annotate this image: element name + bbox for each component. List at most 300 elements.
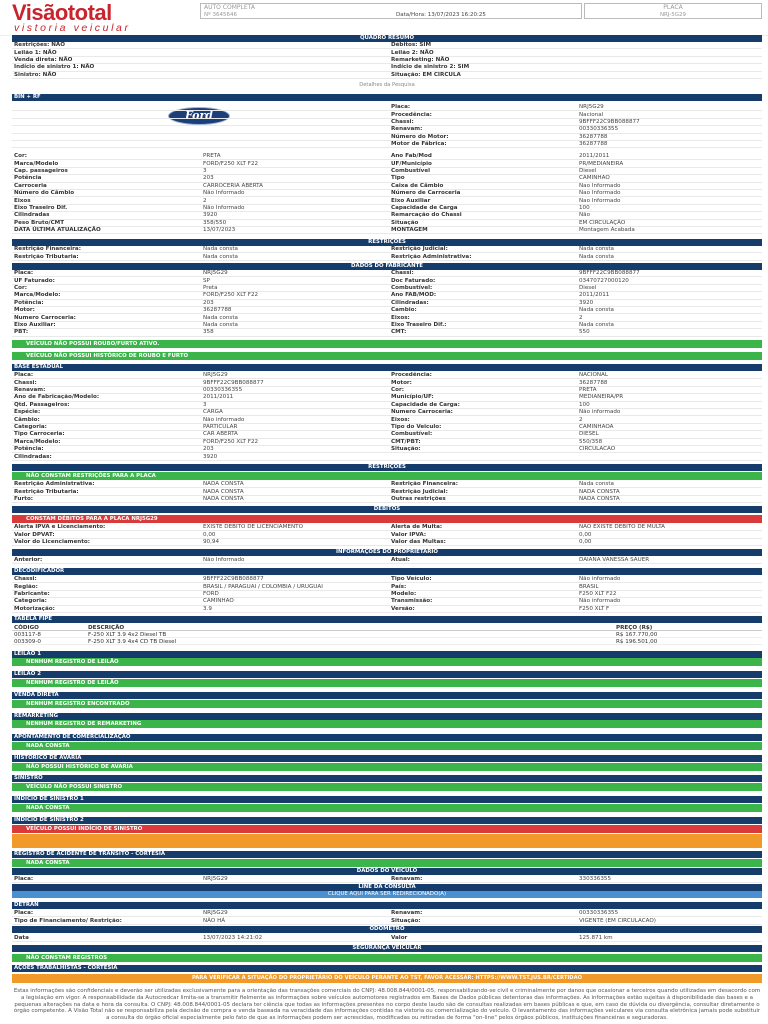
detran-title: DETRAN bbox=[12, 902, 762, 909]
field-value: 203 bbox=[203, 446, 214, 453]
data-row bbox=[12, 104, 762, 111]
leilao2-title: LEILÃO 2 bbox=[12, 671, 762, 678]
field-label: Alerta de Multa: bbox=[391, 524, 443, 531]
field-label: Ano FAB/MOD: bbox=[391, 292, 437, 299]
field-label: Data bbox=[14, 935, 29, 942]
data-row bbox=[12, 591, 762, 598]
field-label: Motor: bbox=[14, 307, 35, 314]
field-value: VIGENTE (EM CIRCULACAO) bbox=[579, 917, 656, 924]
fipe-col-codigo: CÓDIGO bbox=[14, 624, 39, 631]
indicio2-title: INDÍCIO DE SINISTRO 2 bbox=[12, 817, 762, 824]
field-value: Não informado bbox=[579, 409, 621, 416]
field-value: 3 bbox=[203, 401, 207, 408]
field-label: Motor de Fábrica: bbox=[391, 141, 447, 148]
field-label: Capacidade de Carga bbox=[391, 205, 458, 212]
field-label: Potência: bbox=[14, 299, 44, 306]
fipe-codigo: 003117-8 bbox=[14, 631, 41, 638]
field-value: CAMINHAO bbox=[203, 598, 234, 605]
data-row bbox=[12, 431, 762, 438]
data-row bbox=[12, 168, 762, 175]
data-row bbox=[12, 64, 762, 71]
field-label: Região: bbox=[14, 583, 38, 590]
venda-title: VENDA DIRETA bbox=[12, 692, 762, 699]
data-row bbox=[12, 481, 762, 488]
fipe-header-row bbox=[12, 624, 762, 631]
field-value: 125.871 km bbox=[579, 935, 613, 942]
field-label: Combustível: bbox=[391, 431, 433, 438]
field-label: Renavam: bbox=[14, 387, 46, 394]
avaria-alert: NÃO POSSUI HISTÓRICO DE AVARIA bbox=[12, 763, 762, 771]
field-label: Restrição Tributaria: bbox=[14, 488, 79, 495]
data-row bbox=[12, 197, 762, 204]
field-value: NADA CONSTA bbox=[203, 496, 244, 503]
data-row bbox=[12, 49, 762, 56]
field-label: Restrição Tributaria: bbox=[14, 253, 79, 260]
data-row bbox=[12, 119, 762, 126]
report-type: AUTO COMPLETA bbox=[204, 4, 255, 11]
field-label: Placa: bbox=[391, 104, 411, 111]
field-value: NADA CONSTA bbox=[203, 481, 244, 488]
field-label: Eixos: bbox=[391, 314, 410, 321]
field-label: Doc Faturado: bbox=[391, 277, 436, 284]
field-value: Nada consta bbox=[579, 253, 614, 260]
field-value: 2011/2011 bbox=[579, 153, 610, 160]
summary-left: Sinistro: NÃO bbox=[14, 71, 57, 78]
visaototal-logo bbox=[12, 2, 192, 34]
summary-right: Situação: EM CIRCULA bbox=[391, 71, 461, 78]
field-value: NRJ5G29 bbox=[203, 876, 228, 883]
field-value: 03470727000120 bbox=[579, 277, 629, 284]
data-row bbox=[12, 72, 762, 79]
indicio2-alert: VEÍCULO POSSUI INDÍCIO DE SINISTRO bbox=[12, 825, 762, 833]
field-value: NRJ5G29 bbox=[203, 372, 228, 379]
fipe-preco: R$ 167.770,00 bbox=[616, 631, 658, 638]
field-label: Marca/Modelo: bbox=[14, 292, 61, 299]
field-value: Nada consta bbox=[203, 246, 238, 253]
field-label: Número de Carroceria bbox=[391, 190, 461, 197]
restricoes2-alert: NÃO CONSTAM RESTRIÇÕES PARA A PLACA bbox=[12, 472, 762, 480]
dados-veiculo-title: DADOS DO VEÍCULO bbox=[12, 868, 762, 875]
field-label: Cap. passageiros bbox=[14, 168, 68, 175]
roubo-ativo-alert: VEÍCULO NÃO POSSUI ROUBO/FURTO ATIVO. bbox=[12, 340, 762, 348]
field-label: Número do Câmbio bbox=[14, 190, 75, 197]
data-row bbox=[12, 57, 762, 64]
field-value: 203 bbox=[203, 299, 214, 306]
field-value: Nao Informado bbox=[579, 197, 621, 204]
field-value: Nada consta bbox=[579, 307, 614, 314]
data-row bbox=[12, 598, 762, 605]
field-value: MEDIANEIRA/PR bbox=[579, 394, 624, 401]
field-label: Qtd. Passageiros: bbox=[14, 401, 70, 408]
field-label: Furto: bbox=[14, 496, 34, 503]
field-value: NADA CONSTA bbox=[579, 496, 620, 503]
field-value: 0,00 bbox=[579, 539, 592, 546]
field-label: Espécie: bbox=[14, 409, 41, 416]
field-label: Marca/Modelo bbox=[14, 160, 59, 167]
apontamento-title: APONTAMENTO DE COMERCIALIZAÇÃO bbox=[12, 734, 762, 741]
field-value: Nada consta bbox=[579, 322, 614, 329]
seguranca-alert: NÃO CONSTAM REGISTROS bbox=[12, 954, 762, 962]
trabalhistas-link[interactable]: PARA VERIFICAR A SITUAÇÃO DO PROPRIETÁRIO DO VEÍCULO PERANTE AO TST, FAVOR ACESSAR: HTTPS://WWW.TST.JUS.BR/CERTIDAO bbox=[12, 974, 762, 983]
field-value: F250 XLT F bbox=[579, 605, 610, 612]
field-value: CAMINHAOA bbox=[579, 424, 614, 431]
field-value: Diesel bbox=[579, 168, 597, 175]
field-label: Valor IPVA: bbox=[391, 531, 427, 538]
field-value: FORD bbox=[203, 591, 219, 598]
field-label: Tipo de Financiamento/ Restrição: bbox=[14, 917, 122, 924]
field-label: Chassi: bbox=[391, 270, 414, 277]
acidente-alert: NADA CONSTA bbox=[12, 859, 762, 867]
field-label: Eixo Traseiro Dif.: bbox=[391, 322, 447, 329]
seguranca-title: SEGURANÇA VEICULAR bbox=[12, 945, 762, 952]
field-label: Restrição Administrativa: bbox=[391, 253, 472, 260]
plate-box bbox=[584, 3, 762, 19]
field-label: DATA ÚLTIMA ATUALIZAÇÃO bbox=[14, 227, 101, 234]
field-value: DAIANA VANESSA SAUER bbox=[579, 557, 650, 564]
data-row bbox=[12, 190, 762, 197]
field-label: Categoria: bbox=[14, 424, 47, 431]
field-value: 36287788 bbox=[579, 379, 608, 386]
field-value: 9BFFF22C9BB088877 bbox=[203, 576, 264, 583]
data-row bbox=[12, 253, 762, 260]
field-value: 36287788 bbox=[579, 141, 608, 148]
field-label: Transmissão: bbox=[391, 598, 433, 605]
data-row bbox=[12, 292, 762, 299]
data-row bbox=[12, 910, 762, 917]
field-value: 2 bbox=[579, 416, 583, 423]
field-label: Caixa de Câmbio bbox=[391, 182, 444, 189]
fipe-title: TABELA FIPE bbox=[12, 616, 762, 623]
field-label: Cilindradas: bbox=[14, 453, 52, 460]
report-info-box bbox=[200, 3, 582, 19]
data-row bbox=[12, 314, 762, 321]
field-label: Eixo Auxiliar: bbox=[14, 322, 56, 329]
data-row bbox=[12, 446, 762, 453]
field-label: Placa: bbox=[14, 372, 34, 379]
plate-value: NRJ-5G29 bbox=[659, 12, 687, 18]
data-row bbox=[12, 606, 762, 613]
data-row bbox=[12, 539, 762, 546]
linha-consulta-title: LINE DA CONSULTA bbox=[12, 884, 762, 891]
data-row bbox=[12, 402, 762, 409]
field-label: Eixo Traseiro Dif. bbox=[14, 205, 68, 212]
field-value: Não Informado bbox=[203, 557, 245, 564]
field-label: Placa: bbox=[14, 910, 34, 917]
field-label: Combustível bbox=[391, 168, 431, 175]
bin-title: BIN + RF bbox=[12, 94, 762, 101]
field-value: NRJ5G29 bbox=[203, 270, 228, 277]
field-label: Renavam: bbox=[391, 126, 423, 133]
field-label: Cor: bbox=[391, 387, 404, 394]
field-label: Chassi: bbox=[14, 576, 37, 583]
field-label: Versão: bbox=[391, 605, 415, 612]
field-label: Renavam: bbox=[391, 876, 423, 883]
field-value: 550/358 bbox=[579, 438, 603, 445]
data-row bbox=[12, 387, 762, 394]
field-value: Não bbox=[579, 212, 591, 219]
field-value: 0,00 bbox=[579, 531, 592, 538]
data-row bbox=[12, 453, 762, 460]
field-value: Nao Informado bbox=[579, 190, 621, 197]
field-label: Restrição Administrativa: bbox=[14, 481, 95, 488]
field-value: 203 bbox=[203, 175, 214, 182]
field-value: NACIONAL bbox=[579, 372, 608, 379]
field-value: 13/07/2023 bbox=[203, 227, 236, 234]
field-value: CARGA bbox=[203, 409, 223, 416]
data-row bbox=[12, 277, 762, 284]
field-label: Situação bbox=[391, 219, 419, 226]
field-label: Número do Motor: bbox=[391, 133, 449, 140]
data-row bbox=[12, 557, 762, 564]
field-value: 3 bbox=[203, 168, 207, 175]
summary-right: Débitos: SIM bbox=[391, 42, 432, 49]
field-value: Nada consta bbox=[203, 322, 238, 329]
field-label: Placa: bbox=[14, 270, 34, 277]
field-label: Motor: bbox=[391, 379, 412, 386]
debitos-title: DÉBITOS bbox=[12, 506, 762, 513]
field-label: Chassi: bbox=[391, 119, 414, 126]
field-label: Combustível: bbox=[391, 285, 433, 292]
field-value: 3.9 bbox=[203, 605, 212, 612]
data-row bbox=[12, 372, 762, 379]
table-row bbox=[12, 631, 762, 638]
field-value: BRASIL / PARAGUAI / COLOMBIA / URUGUAI bbox=[203, 583, 323, 590]
field-value: PRETA bbox=[579, 387, 597, 394]
field-label: Placa: bbox=[14, 876, 34, 883]
summary-left: Restrições: NÃO bbox=[14, 42, 66, 49]
field-value: Não informado bbox=[579, 598, 621, 605]
field-label: Remarcação do Chassi bbox=[391, 212, 462, 219]
venda-alert: NENHUM REGISTRO ENCONTRADO bbox=[12, 700, 762, 708]
dados-veiculo-section bbox=[12, 876, 762, 883]
field-value: 100 bbox=[579, 205, 590, 212]
field-label: Eixos: bbox=[391, 416, 410, 423]
field-value: 36287788 bbox=[203, 307, 232, 314]
field-value: DIESEL bbox=[579, 431, 599, 438]
data-row bbox=[12, 416, 762, 423]
field-label: Restrição Financeira: bbox=[14, 246, 81, 253]
field-value: 9BFFF22C9BB088877 bbox=[579, 270, 640, 277]
field-label: Renavam: bbox=[391, 910, 423, 917]
field-label: Restrição Judicial: bbox=[391, 488, 448, 495]
report-number: Nº 3645646 bbox=[204, 12, 237, 18]
field-value: PRETA bbox=[203, 153, 221, 160]
data-row bbox=[12, 322, 762, 329]
field-label: Motorização: bbox=[14, 605, 55, 612]
data-row bbox=[12, 583, 762, 590]
data-row bbox=[12, 141, 762, 148]
field-label: Outras restrições bbox=[391, 496, 446, 503]
indicio1-alert: NADA CONSTA bbox=[12, 804, 762, 812]
field-label: Procedência: bbox=[391, 111, 432, 118]
field-label: Numero Carroceria: bbox=[391, 409, 453, 416]
field-label: Ano de Fabricação/Modelo: bbox=[14, 394, 100, 401]
field-label: Alerta IPVA e Licenciamento: bbox=[14, 524, 106, 531]
field-value: NADA CONSTA bbox=[203, 488, 244, 495]
fabricante-section bbox=[12, 270, 762, 337]
field-value: NÃO HÁ bbox=[203, 917, 226, 924]
logo-main-text: Visãototal bbox=[12, 0, 112, 25]
summary-left: Leilão 1: NÃO bbox=[14, 49, 57, 56]
field-value: 358 bbox=[203, 329, 214, 336]
field-value: FORD/F250 XLT F22 bbox=[203, 292, 259, 299]
data-row bbox=[12, 424, 762, 431]
fipe-preco: R$ 196.501,00 bbox=[616, 638, 658, 645]
field-label: Procedência: bbox=[391, 372, 432, 379]
field-label: Carroceria bbox=[14, 182, 47, 189]
odometro-section bbox=[12, 935, 762, 942]
summary-right: Leilão 2: NÃO bbox=[391, 49, 434, 56]
field-value: EXISTE DEBITO DE LICENCIAMENTO bbox=[203, 524, 303, 531]
data-row bbox=[12, 220, 762, 227]
field-value: NAO EXISTE DEBITO DE MULTA bbox=[579, 524, 666, 531]
field-value: NRJ5G29 bbox=[579, 104, 604, 111]
data-row bbox=[12, 175, 762, 182]
field-label: CMT/PBT: bbox=[391, 438, 421, 445]
report-header bbox=[0, 0, 768, 36]
data-row bbox=[12, 917, 762, 924]
data-row bbox=[12, 935, 762, 942]
data-row bbox=[12, 153, 762, 160]
field-value: SP bbox=[203, 277, 210, 284]
field-label: Cilindradas: bbox=[391, 299, 429, 306]
field-value: Nacional bbox=[579, 111, 604, 118]
field-value: Nada consta bbox=[203, 253, 238, 260]
field-label: Eixos bbox=[14, 197, 31, 204]
field-value: 9BFFF22C9BB088877 bbox=[203, 379, 264, 386]
field-label: Potência: bbox=[14, 446, 44, 453]
bin-section bbox=[12, 153, 762, 234]
sinistro-alert: VEÍCULO NÃO POSSUI SINISTRO bbox=[12, 783, 762, 791]
data-row bbox=[12, 227, 762, 234]
field-value: PARTICULAR bbox=[203, 424, 238, 431]
data-row bbox=[12, 126, 762, 133]
field-value: Não Informado bbox=[203, 205, 245, 212]
field-label: UF/Município bbox=[391, 160, 432, 167]
restricoes1-title: RESTRIÇÕES bbox=[12, 239, 762, 246]
field-label: Numero Carroceria: bbox=[14, 314, 76, 321]
data-row bbox=[12, 212, 762, 219]
field-value: Nada consta bbox=[579, 481, 614, 488]
field-value: PR/MEDIANEIRA bbox=[579, 160, 624, 167]
field-label: Modelo: bbox=[391, 591, 417, 598]
fipe-descricao: F-250 XLT 3.9 4x4 CD TB Diesel bbox=[88, 638, 177, 645]
roubo-historico-alert: VEÍCULO NÃO POSSUI HISTÓRICO DE ROUBO E FURTO bbox=[12, 352, 762, 360]
data-row bbox=[12, 160, 762, 167]
field-value: 330336355 bbox=[579, 876, 612, 883]
details-link[interactable]: Detalhes da Pesquisa bbox=[359, 82, 415, 88]
field-value: 00330336355 bbox=[579, 910, 619, 917]
field-label: Valor das Multas: bbox=[391, 539, 446, 546]
data-row bbox=[12, 876, 762, 883]
field-value: Nao Informado bbox=[579, 182, 621, 189]
field-label: Cilindradas bbox=[14, 212, 50, 219]
field-label: Valor DPVAT: bbox=[14, 531, 55, 538]
field-value: EM CIRCULAÇÃO bbox=[579, 219, 626, 226]
field-label: Tipo Carroceria: bbox=[14, 431, 65, 438]
sinistro-title: SINISTRO bbox=[12, 775, 762, 782]
summary-right: Indício de sinistro 2: SIM bbox=[391, 64, 470, 71]
data-row bbox=[12, 205, 762, 212]
data-row bbox=[12, 183, 762, 190]
field-value: 2011/2011 bbox=[579, 292, 610, 299]
field-value: 3920 bbox=[579, 299, 594, 306]
data-row bbox=[12, 409, 762, 416]
field-value: Não informado bbox=[579, 576, 621, 583]
field-value: F250 XLT F22 bbox=[579, 591, 617, 598]
field-label: País: bbox=[391, 583, 407, 590]
field-label: Câmbio: bbox=[14, 416, 40, 423]
acidente-title: REGISTRO DE ACIDENTE DE TRÂNSITO - CORTESIA bbox=[12, 851, 762, 858]
data-row bbox=[12, 134, 762, 141]
data-row bbox=[12, 300, 762, 307]
field-value: Preta bbox=[203, 285, 218, 292]
quadro-resumo-section bbox=[12, 42, 762, 79]
field-label: Cambio: bbox=[391, 307, 417, 314]
leilao2-alert: NENHUM REGISTRO DE LEILÃO bbox=[12, 679, 762, 687]
field-label: UF Faturado: bbox=[14, 277, 55, 284]
redirect-link[interactable]: CLIQUE AQUI PARA SER REDIRECIONADO(A) bbox=[12, 891, 762, 898]
field-value: 2011/2011 bbox=[203, 394, 234, 401]
field-value: 3920 bbox=[203, 453, 218, 460]
field-label: Atual: bbox=[391, 557, 410, 564]
data-row bbox=[12, 379, 762, 386]
restricoes1-section bbox=[12, 246, 762, 261]
field-label: Tipo bbox=[391, 175, 405, 182]
odometro-title: ODÔMETRO bbox=[12, 926, 762, 933]
debitos-section bbox=[12, 524, 762, 546]
field-value: 550 bbox=[579, 329, 590, 336]
field-value: CARROCERIA ABERTA bbox=[203, 182, 263, 189]
plate-label: PLACA bbox=[663, 4, 683, 11]
data-row bbox=[12, 496, 762, 503]
report-datetime: Data/Hora: 13/07/2023 16:20:25 bbox=[396, 12, 486, 18]
field-value: Diesel bbox=[579, 285, 597, 292]
field-label: Município/UF: bbox=[391, 394, 434, 401]
data-row bbox=[12, 439, 762, 446]
field-value: FORD/F250 XLT F22 bbox=[203, 438, 259, 445]
field-value: Não informado bbox=[203, 416, 245, 423]
fipe-descricao: F-250 XLT 3.9 4x2 Diesel TB bbox=[88, 631, 167, 638]
data-row bbox=[12, 394, 762, 401]
debitos-alert: CONSTAM DÉBITOS PARA A PLACA NRJ5G29 bbox=[12, 515, 762, 523]
detran-section bbox=[12, 910, 762, 925]
field-value: 100 bbox=[579, 401, 590, 408]
field-value: NADA CONSTA bbox=[579, 488, 620, 495]
bin-right-section bbox=[12, 104, 762, 148]
trabalhistas-title: AÇÕES TRABALHISTAS - CORTESIA bbox=[12, 965, 762, 972]
field-value: 358/550 bbox=[203, 219, 227, 226]
summary-left: Venda direta: NÃO bbox=[14, 57, 73, 64]
data-row bbox=[12, 111, 762, 118]
field-label: Categoria: bbox=[14, 598, 47, 605]
field-value: 9BFFF22C9BB088877 bbox=[579, 119, 640, 126]
field-label: Eixo Auxiliar bbox=[391, 197, 431, 204]
data-row bbox=[12, 285, 762, 292]
fipe-table bbox=[12, 624, 762, 645]
data-row bbox=[12, 270, 762, 277]
restricoes2-section bbox=[12, 481, 762, 503]
field-label: Tipo do Veiculo: bbox=[391, 424, 442, 431]
summary-right: Remarketing: NÃO bbox=[391, 57, 450, 64]
field-value: 13/07/2023 14:21:02 bbox=[203, 935, 263, 942]
avaria-title: HISTÓRICO DE AVARIA bbox=[12, 755, 762, 762]
field-value: NRJ5G29 bbox=[203, 910, 228, 917]
field-value: 00330336355 bbox=[579, 126, 619, 133]
indicio2-details bbox=[12, 834, 762, 848]
field-label: Cor: bbox=[14, 153, 27, 160]
field-value: 90,94 bbox=[203, 539, 220, 546]
